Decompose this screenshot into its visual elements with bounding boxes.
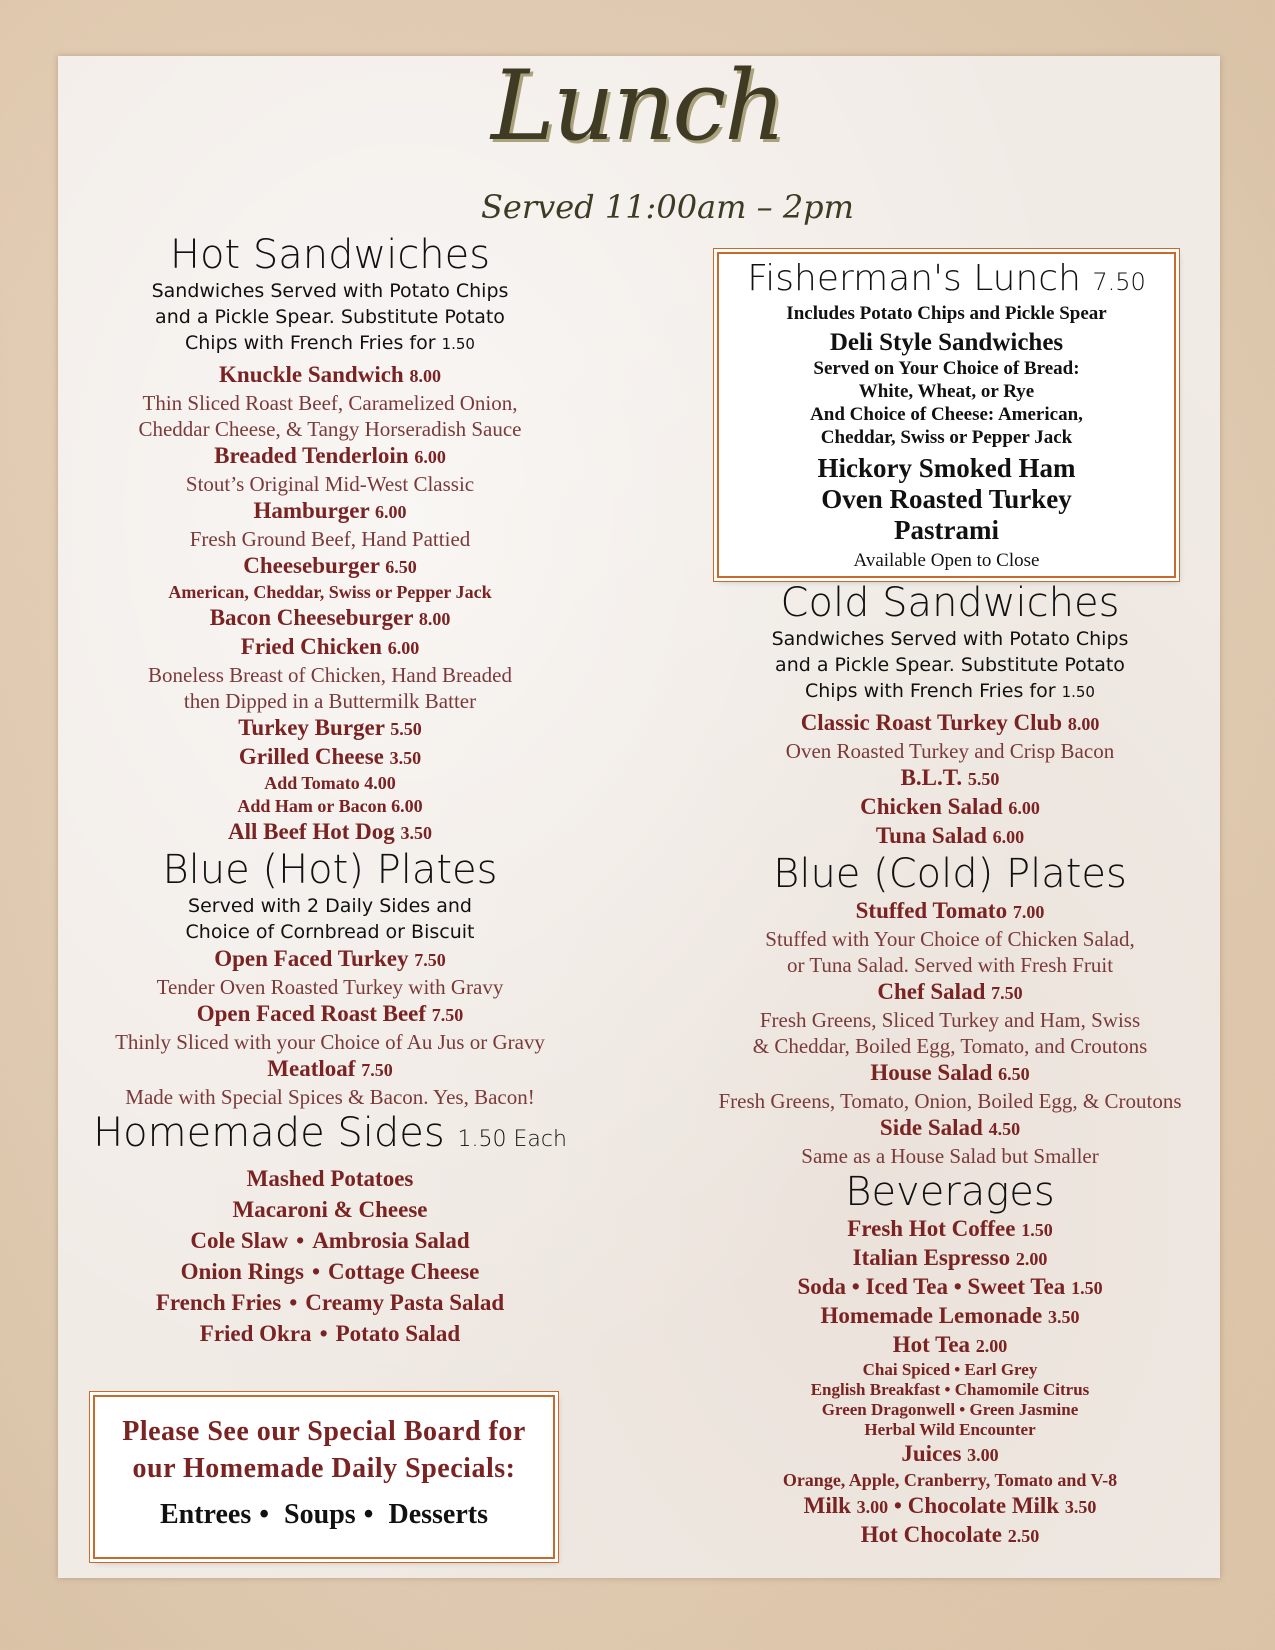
item-description: Stout’s Original Mid-West Classic (185, 472, 475, 496)
note-line: Sandwiches Served with Potato Chips (771, 628, 1129, 650)
menu-title: Lunch (491, 50, 784, 162)
item-name: Breaded Tenderloin (214, 443, 409, 468)
item-price: 6.00 (387, 638, 420, 658)
item-name: B.L.T. (900, 765, 963, 790)
menu-item (80, 442, 580, 471)
item-price: 7.50 (991, 983, 1023, 1003)
special-entrees: Entrees (159, 1499, 252, 1530)
section-note (80, 278, 580, 357)
item-name: Meatloaf (267, 1056, 356, 1081)
side-item: Cottage Cheese (328, 1259, 480, 1284)
item-name: Bacon Cheeseburger (209, 605, 414, 630)
section-heading: Blue (Hot) Plates (162, 847, 498, 893)
item-name: Tuna Salad (875, 823, 987, 848)
menu-item (690, 793, 1210, 822)
note-line: Sandwiches Served with Potato Chips (151, 280, 509, 302)
item-price: 1.50 (1021, 1220, 1053, 1240)
menu-item (690, 709, 1210, 738)
item-price: 3.50 (389, 748, 422, 768)
menu-item (690, 1440, 1210, 1469)
item-price: 7.50 (414, 950, 446, 970)
item-list (690, 897, 1210, 1169)
fishermans-meats: Hickory Smoked Ham Oven Roasted Turkey Pastrami (817, 453, 1076, 545)
item-description: Oven Roasted Turkey and Crisp Bacon (785, 739, 1115, 763)
side-row: Fried Okra • Potato Salad (199, 1321, 461, 1346)
fishermans-heading: Fisherman's Lunch 7.50 (747, 258, 1146, 299)
item-name: Chef Salad (877, 979, 986, 1004)
item-price: 6.50 (998, 1064, 1030, 1084)
section-heading: Blue (Cold) Plates (773, 851, 1127, 897)
sides-price: 1.50 Each (457, 1127, 567, 1152)
side-item: Macaroni & Cheese (232, 1197, 428, 1222)
menu-item (80, 945, 580, 974)
item-name: Fresh Hot Coffee (847, 1216, 1016, 1241)
item-list (80, 945, 580, 1110)
item-price: 2.00 (975, 1336, 1008, 1356)
menu-item (690, 978, 1210, 1007)
item-description: or Tuna Salad. Served with Fresh Fruit (786, 953, 1114, 977)
side-item: Fried Okra (199, 1321, 312, 1346)
side-item: Ambrosia Salad (312, 1228, 470, 1253)
item-description: then Dipped in a Buttermilk Batter (183, 689, 477, 713)
menu-item (80, 497, 580, 526)
item-price: 8.00 (409, 366, 441, 386)
item-price: 6.00 (1008, 798, 1040, 818)
item-list (690, 709, 1210, 851)
side-row (80, 1163, 580, 1194)
menu-item-milk: Milk 3.00 • Chocolate Milk 3.50 (803, 1493, 1097, 1518)
side-row: Cole Slaw • Ambrosia Salad (190, 1228, 470, 1253)
side-item: Creamy Pasta Salad (305, 1290, 505, 1315)
item-price: 5.50 (390, 719, 422, 739)
side-row: Onion Rings • Cottage Cheese (180, 1259, 480, 1284)
menu-item (80, 633, 580, 662)
item-name: Cheeseburger (243, 553, 380, 578)
tea-option: Chai Spiced • Earl Grey (862, 1360, 1038, 1379)
note-line: and a Pickle Spear. Substitute Potato (775, 654, 1125, 676)
hot-sandwiches-section (80, 232, 580, 847)
special-desserts: Desserts (388, 1499, 489, 1530)
item-price: 7.50 (361, 1060, 393, 1080)
item-name: Soda • Iced Tea • Sweet Tea (797, 1274, 1066, 1299)
menu-item (80, 743, 580, 772)
item-description: Fresh Greens, Sliced Turkey and Ham, Swiss (759, 1008, 1141, 1032)
item-name: Hamburger (253, 498, 370, 523)
item-description: Thin Sliced Roast Beef, Caramelized Onion, (142, 391, 518, 415)
menu-item (690, 1331, 1210, 1360)
item-option: Add Tomato 4.00 (264, 773, 396, 793)
item-description: Fresh Ground Beef, Hand Pattied (189, 527, 471, 551)
menu-item (690, 764, 1210, 793)
side-item: Mashed Potatoes (246, 1166, 414, 1191)
menu-item (690, 1215, 1210, 1244)
item-description: Same as a House Salad but Smaller (801, 1144, 1099, 1168)
item-list (80, 361, 580, 847)
item-price: 8.00 (1067, 714, 1100, 734)
sides-section (80, 1110, 580, 1349)
item-description: Made with Special Spices & Bacon. Yes, Bacon! (125, 1085, 535, 1109)
menu-item (80, 604, 580, 633)
note-line: Chips with French Fries for 1.50 (185, 332, 475, 354)
item-name: Open Faced Roast Beef (196, 1001, 427, 1026)
item-name: Chicken Salad (860, 794, 1003, 819)
item-price: 6.00 (375, 502, 407, 522)
item-name: Juices (901, 1441, 962, 1466)
note-line: and a Pickle Spear. Substitute Potato (155, 306, 505, 328)
item-price: 6.00 (992, 827, 1025, 847)
item-name: Open Faced Turkey (214, 946, 409, 971)
item-price: 1.50 (1071, 1278, 1103, 1298)
section-note (690, 626, 1210, 705)
cold-sandwiches-section (690, 580, 1210, 851)
menu-item (690, 1059, 1210, 1088)
menu-item (690, 822, 1210, 851)
item-price: 6.50 (385, 557, 417, 577)
item-price: 7.50 (431, 1005, 464, 1025)
item-description: Cheddar Cheese, & Tangy Horseradish Sauce (138, 417, 522, 441)
section-heading: Homemade Sides 1.50 Each (93, 1110, 567, 1156)
side-item: French Fries (155, 1290, 282, 1315)
item-name: Turkey Burger (238, 715, 385, 740)
item-description: Boneless Breast of Chicken, Hand Breaded (148, 663, 512, 687)
note-line: Choice of Cornbread or Biscuit (185, 921, 475, 943)
hot-plates-section (80, 847, 580, 1110)
item-name: Grilled Cheese (238, 744, 384, 769)
fishermans-details: Served on Your Choice of Bread: White, Wheat, or Rye And Choice of Cheese: American, Cheddar, Swiss or Pepper Jack (810, 358, 1083, 448)
item-price: 8.00 (418, 609, 451, 629)
item-name: House Salad (870, 1060, 993, 1085)
tea-option: Herbal Wild Encounter (864, 1420, 1036, 1439)
served-hours: Served 11:00am – 2pm (481, 188, 854, 226)
item-name: All Beef Hot Dog (228, 819, 395, 844)
cold-plates-section (690, 851, 1210, 1169)
fishermans-lunch-box (717, 252, 1176, 578)
sides-list (80, 1163, 580, 1349)
item-price: 6.00 (414, 447, 446, 467)
item-name: Italian Espresso (852, 1245, 1011, 1270)
right-column (690, 580, 1210, 1550)
menu-item (80, 818, 580, 847)
item-price: 2.00 (1015, 1249, 1048, 1269)
menu-item (690, 897, 1210, 926)
menu-item (690, 1244, 1210, 1273)
fishermans-includes: Includes Potato Chips and Pickle Spear (786, 303, 1107, 324)
side-item: Cole Slaw (190, 1228, 289, 1253)
side-row (80, 1194, 580, 1225)
menu-item (690, 1114, 1210, 1143)
item-price: 7.00 (1012, 902, 1045, 922)
item-name: Homemade Lemonade (820, 1303, 1043, 1328)
item-price: 3.50 (1047, 1307, 1080, 1327)
item-name: Hot Tea (892, 1332, 971, 1357)
tea-option: Green Dragonwell • Green Jasmine (821, 1400, 1079, 1419)
item-description: Stuffed with Your Choice of Chicken Salad, (765, 927, 1135, 951)
item-name: Side Salad (879, 1115, 983, 1140)
menu-item (80, 361, 580, 390)
item-description: Fresh Greens, Tomato, Onion, Boiled Egg, & Croutons (718, 1089, 1182, 1113)
item-price: 3.00 (967, 1445, 999, 1465)
beverages-section (690, 1169, 1210, 1550)
menu-item (80, 714, 580, 743)
side-row: French Fries • Creamy Pasta Salad (155, 1290, 505, 1315)
item-name: Knuckle Sandwich (219, 362, 404, 387)
side-item: Potato Salad (335, 1321, 461, 1346)
note-line: Served with 2 Daily Sides and (188, 895, 472, 917)
item-price: 3.50 (400, 823, 432, 843)
special-board-items: Entrees • Soups • Desserts (159, 1499, 489, 1530)
item-description: & Cheddar, Boiled Egg, Tomato, and Croutons (752, 1034, 1148, 1058)
menu-item (80, 552, 580, 581)
section-note (80, 893, 580, 945)
side-item: Onion Rings (180, 1259, 304, 1284)
special-board-text: Please See our Special Board for our Homemade Daily Specials: (122, 1416, 526, 1484)
item-list (690, 1215, 1210, 1492)
item-name: Fried Chicken (240, 634, 382, 659)
menu-item-hot-chocolate: Hot Chocolate 2.50 (860, 1522, 1040, 1547)
special-board-box (93, 1395, 555, 1559)
menu-item (80, 1055, 580, 1084)
tea-option: English Breakfast • Chamomile Citrus (810, 1380, 1090, 1399)
fishermans-deli: Deli Style Sandwiches (829, 329, 1064, 356)
item-option: Add Ham or Bacon 6.00 (237, 796, 423, 816)
item-description: Tender Oven Roasted Turkey with Gravy (156, 975, 504, 999)
menu-item (80, 1000, 580, 1029)
item-option: American, Cheddar, Swiss or Pepper Jack (168, 582, 492, 602)
item-price: 5.50 (967, 769, 1000, 789)
item-description: Thinly Sliced with your Choice of Au Jus or Gravy (115, 1030, 545, 1054)
section-heading: Beverages (845, 1169, 1055, 1215)
item-name: Classic Roast Turkey Club (800, 710, 1063, 735)
section-heading: Hot Sandwiches (169, 232, 491, 278)
special-soups: Soups (284, 1499, 356, 1530)
fishermans-availability: Available Open to Close (853, 550, 1040, 571)
item-name: Stuffed Tomato (855, 898, 1008, 923)
menu-item (690, 1302, 1210, 1331)
menu-item (690, 1273, 1210, 1302)
section-heading: Cold Sandwiches (780, 580, 1120, 626)
item-price: 4.50 (988, 1119, 1021, 1139)
left-column (80, 232, 580, 1349)
note-line: Chips with French Fries for 1.50 (805, 680, 1095, 702)
item-option: Orange, Apple, Cranberry, Tomato and V-8 (782, 1470, 1118, 1490)
